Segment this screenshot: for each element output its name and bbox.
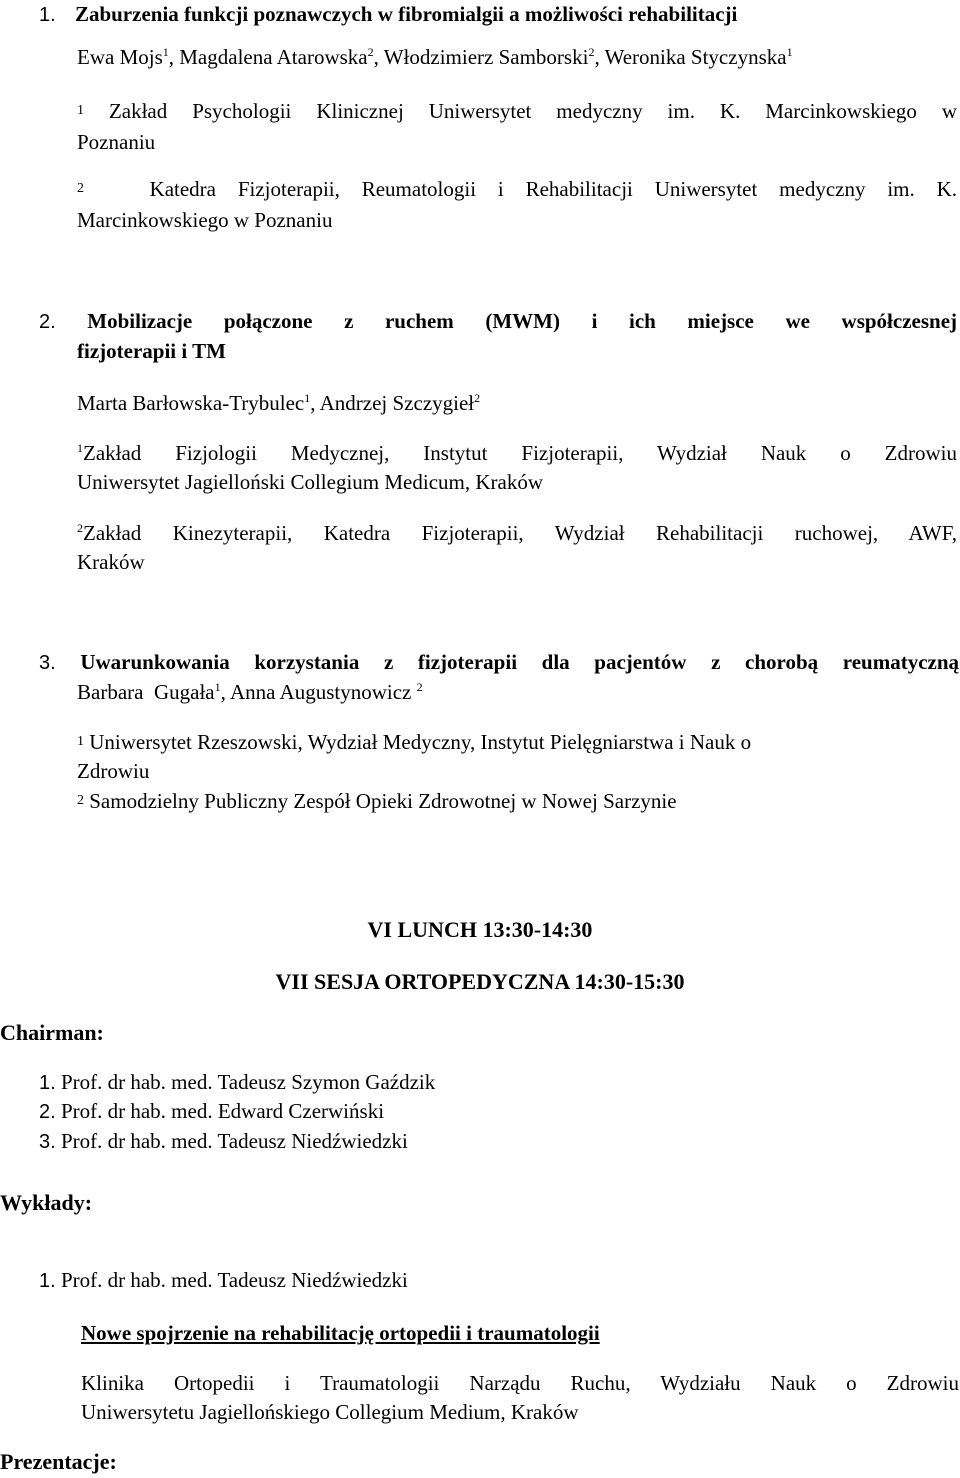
author: Weronika Styczynska [604, 45, 787, 69]
affiliation-line: Marcinkowskiego w Poznaniu [77, 208, 333, 233]
affiliation-text: Samodzielny Publiczny Zespół Opieki Zdrowotnej w Nowej Sarzynie [89, 789, 677, 813]
affiliation-line: Uniwersytetu Jagiellońskiego Collegium Medium, Kraków [81, 1400, 579, 1425]
list-number: 1. [39, 1270, 56, 1292]
affiliation-line [77, 97, 957, 126]
author: Włodzimierz Samborski [383, 45, 589, 69]
chairman-name: Prof. dr hab. med. Tadeusz Szymon Gaździk [60, 1070, 436, 1094]
chairman-name: Prof. dr hab. med. Tadeusz Niedźwiedzki [60, 1128, 408, 1153]
affiliation-index: 1 [77, 734, 84, 749]
affiliation-text: Zakład Kinezyterapii, Katedra Fizjoterapii, Wydział Rehabilitacji ruchowej, AWF, [83, 521, 957, 545]
author: Barbara Gugała [77, 680, 215, 704]
list-number: 1. [39, 1072, 56, 1094]
presentations-label: Prezentacje: [0, 1449, 117, 1474]
item-1-number: 1. [39, 4, 56, 26]
item-2-number: 2. [39, 311, 56, 333]
author-affiliation-index: 1 [162, 45, 169, 59]
affiliation-line [77, 728, 957, 757]
title-line [39, 648, 959, 677]
author: Anna Augustynowicz [229, 680, 412, 704]
affiliation-line: Kraków [77, 550, 145, 575]
list-item [39, 1097, 435, 1126]
list-number: 3. [39, 1130, 56, 1153]
affiliation-line: Uniwersytet Jagielloński Collegium Medicum, Kraków [77, 470, 544, 495]
author-affiliation-index: 1 [304, 391, 311, 405]
affiliation-text: Katedra Fizjoterapii, Reumatologii i Rehabilitacji Uniwersytet medyczny im. K. [149, 177, 957, 201]
affiliation-index: 1 [77, 441, 83, 455]
affiliation-text: Zakład Psychologii Klinicznej Uniwersytet medyczny im. K. Marcinkowskiego w [108, 99, 957, 123]
list-item [39, 1127, 435, 1156]
affiliation-index: 2 [77, 521, 83, 535]
item-1-title-line [39, 0, 939, 29]
author-affiliation-index: 1 [786, 45, 793, 59]
author-affiliation-index: 1 [214, 680, 221, 694]
speaker-name: Prof. dr hab. med. Tadeusz Niedźwiedzki [60, 1268, 408, 1292]
author-affiliation-index: 2 [416, 680, 423, 694]
title-line [39, 307, 957, 336]
item-1-affiliation-2 [77, 175, 957, 236]
author-separator: , [310, 391, 320, 415]
item-3-number: 3. [39, 652, 56, 674]
item-2-title-continued: fizjoterapii i TM [77, 339, 226, 363]
affiliation-line: Poznaniu [77, 130, 156, 155]
author-separator: , [168, 45, 180, 69]
item-2-title [39, 307, 957, 336]
chairman-name: Prof. dr hab. med. Edward Czerwiński [60, 1099, 385, 1124]
author-separator: , [594, 45, 605, 69]
lecture-affiliation [81, 1369, 959, 1428]
item-3-affiliation-2 [77, 787, 957, 816]
lecture-title: Nowe spojrzenie na rehabilitację ortopedii i traumatologii [81, 1321, 600, 1345]
item-1-affiliation-1 [77, 97, 957, 158]
affiliation-text: Zakład Fizjologii Medycznej, Instytut Fizjoterapii, Wydział Nauk o Zdrowiu [83, 441, 957, 465]
affiliation-line: Zdrowiu [77, 759, 150, 784]
author-affiliation-index: 2 [474, 391, 481, 405]
author: Marta Barłowska-Trybulec [77, 391, 305, 415]
item-2-affiliation-1 [77, 439, 957, 498]
lunch-heading: VI LUNCH 13:30-14:30 [367, 917, 593, 942]
author: Ewa Mojs [77, 45, 163, 69]
list-item [39, 1068, 435, 1097]
chairman-list [39, 1068, 435, 1156]
affiliation-index: 1 [77, 103, 84, 118]
item-3-title: Uwarunkowania korzystania z fizjoterapii dla pacjentów z chorobą reumatyczną [80, 650, 960, 674]
author-affiliation-index: 2 [367, 45, 374, 59]
affiliation-line [77, 519, 957, 548]
item-3-affiliation-1 [77, 728, 957, 787]
author-affiliation-index: 2 [588, 45, 595, 59]
chairman-label: Chairman: [0, 1020, 104, 1045]
item-3-authors [77, 678, 957, 707]
author-separator: , [373, 45, 384, 69]
author: Magdalena Atarowska [179, 45, 368, 69]
item-2-authors [77, 389, 957, 418]
item-3-title-line [39, 648, 959, 677]
lecture-speaker [39, 1266, 408, 1295]
list-number: 2. [39, 1101, 56, 1124]
session-heading: VII SESJA ORTOPEDYCZNA 14:30-15:30 [275, 969, 685, 994]
affiliation-index: 2 [77, 793, 84, 808]
affiliation-line [77, 175, 957, 204]
item-1-title: Zaburzenia funkcji poznawczych w fibromialgii a możliwości rehabilitacji [74, 2, 738, 26]
item-1-authors [77, 43, 957, 72]
lectures-label: Wykłady: [0, 1190, 93, 1215]
item-2-affiliation-2 [77, 519, 957, 578]
affiliation-index: 2 [77, 181, 84, 196]
author: Andrzej Szczygieł [319, 391, 475, 415]
affiliation-text: Uniwersytet Rzeszowski, Wydział Medyczny, Instytut Pielęgniarstwa i Nauk o [89, 730, 752, 754]
affiliation-line [77, 439, 957, 468]
author-separator: , [220, 680, 230, 704]
item-2-title-text: Mobilizacje połączone z ruchem (MWM) i ich miejsce we współczesnej [87, 309, 958, 333]
affiliation-line: Klinika Ortopedii i Traumatologii Narządu Ruchu, Wydziału Nauk o Zdrowiu [81, 1371, 959, 1395]
